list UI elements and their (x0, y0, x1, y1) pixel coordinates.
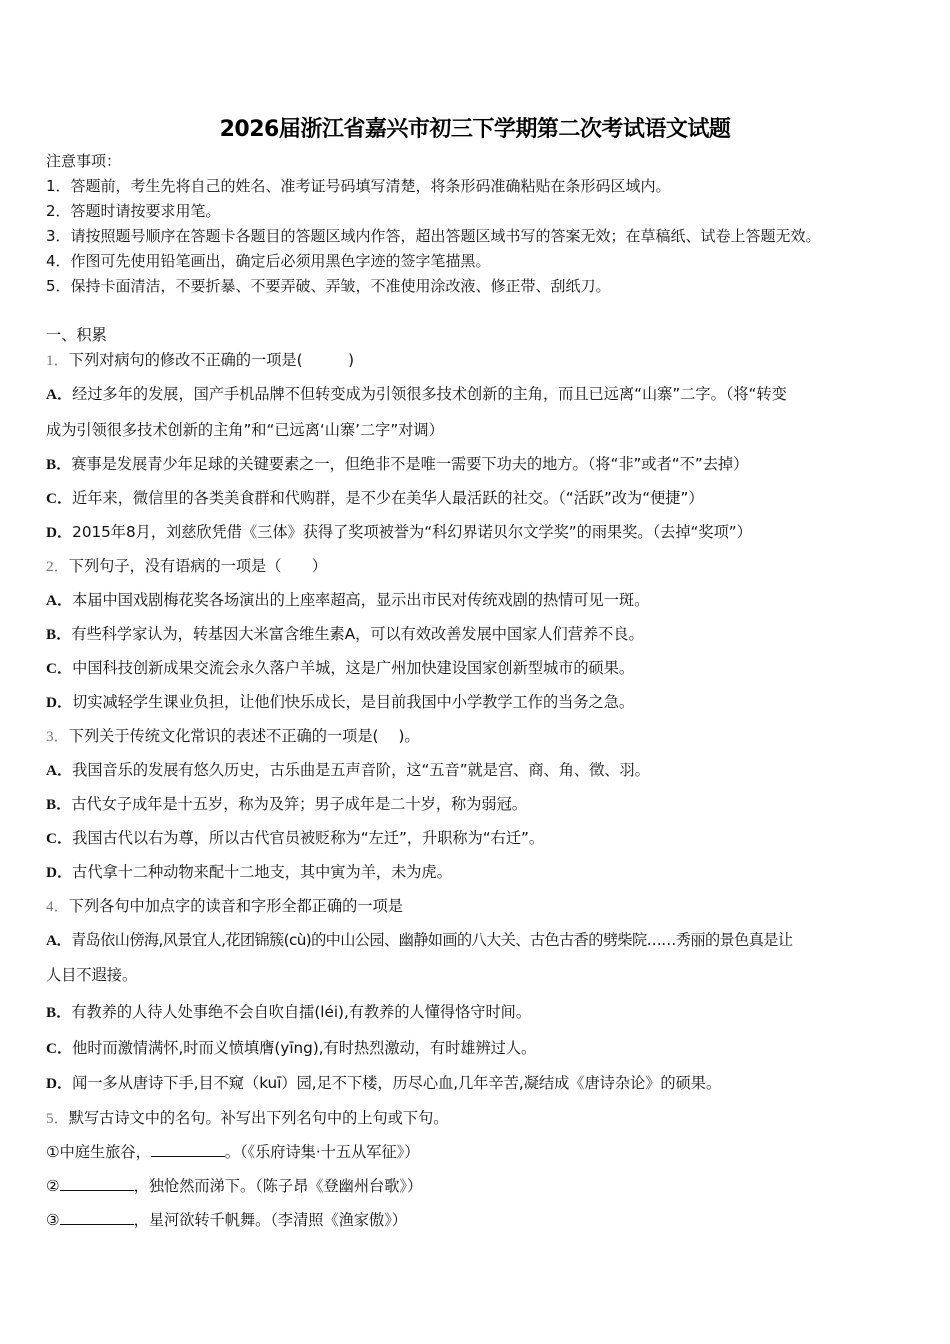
question-number: 5． (46, 1110, 69, 1127)
fill-blank-item: ①中庭生旅谷， 。（《乐府诗集·十五从军征》） (46, 1143, 420, 1161)
question-stem: 5．默写古诗文中的名句。补写出下列名句中的上句或下句。 (46, 1109, 449, 1127)
question-number: 3． (46, 728, 69, 745)
notice-heading: 注意事项： (46, 152, 122, 170)
option: A．我国音乐的发展有悠久历史，古乐曲是五声音阶，这“五音”就是宫、商、角、徵、羽。 (46, 761, 650, 779)
option: D．2015年8月，刘慈欣凭借《三体》获得了奖项被誉为“科幻界诺贝尔文学奖”的雨果奖。（去掉“奖项”） (46, 523, 752, 541)
notice-item: 4．作图可先使用铅笔画出，确定后必须用黑色字迹的签字笔描黑。 (46, 252, 491, 270)
option: A．本届中国戏剧梅花奖各场演出的上座率超高，显示出市民对传统戏剧的热情可见一斑。 (46, 591, 650, 609)
option: C．他时而激情满怀,时而义愤填膺(yīng),有时热烈激动，有时雄辨过人。 (46, 1039, 537, 1057)
option: D．古代拿十二种动物来配十二地支，其中寅为羊，未为虎。 (46, 863, 452, 881)
option: A．青岛依山傍海,风景宜人,花团锦簇(cù)的中山公园、幽静如画的八大关、古色古香的劈柴院……秀丽的景色真是让 (46, 931, 793, 949)
question-number: 4． (46, 898, 69, 915)
question-stem: 4．下列各句中加点字的读音和字形全都正确的一项是 (46, 897, 403, 915)
option: C．近年来，微信里的各类美食群和代购群，是不少在美华人最活跃的社交。（“活跃”改为“便捷”） (46, 489, 704, 507)
option-label: A． (46, 386, 73, 403)
question-stem: 1．下列对病句的修改不正确的一项是( ) (46, 351, 355, 369)
question-stem: 2．下列句子，没有语病的一项是（ ） (46, 557, 327, 575)
fill-blank-item: ③ ，星河欲转千帆舞。（李清照《渔家傲》） (46, 1211, 407, 1229)
option: A．经过多年的发展，国产手机品牌不但转变成为引领很多技术创新的主角，而且已远离“山寨”二字。（将“转变 (46, 385, 787, 403)
option-continuation: 成为引领很多技术创新的主角”和“已远离‘山寨’二字”对调） (46, 421, 444, 439)
answer-blank[interactable] (151, 1142, 225, 1157)
option: C．中国科技创新成果交流会永久落户羊城，这是广州加快建设国家创新型城市的硕果。 (46, 659, 635, 677)
option: B．赛事是发展青少年足球的关键要素之一，但绝非不是唯一需要下功夫的地方。（将“非”或者“不”去掉） (46, 455, 749, 473)
answer-blank[interactable] (60, 1176, 134, 1191)
option: C．我国古代以右为尊，所以古代官员被贬称为“左迁”，升职称为“右迁”。 (46, 829, 545, 847)
fill-blank-item: ② ，独怆然而涕下。（陈子昂《登幽州台歌》） (46, 1177, 423, 1195)
option: B．有些科学家认为，转基因大米富含维生素A，可以有效改善发展中国家人们营养不良。 (46, 625, 644, 643)
question-stem: 3．下列关于传统文化常识的表述不正确的一项是( )。 (46, 727, 420, 745)
page-title: 2026届浙江省嘉兴市初三下学期第二次考试语文试题 (219, 117, 731, 142)
option: D．切实减轻学生课业负担，让他们快乐成长，是目前我国中小学教学工作的当务之急。 (46, 693, 635, 711)
option-continuation: 人目不遐接。 (46, 966, 138, 984)
question-number: 2． (46, 558, 69, 575)
section-heading: 一、积累 (46, 326, 107, 344)
option: D．闻一多从唐诗下手,目不窥（kuī）园,足不下楼，历尽心血,几年辛苦,凝结成《唐诗杂论》的硕果。 (46, 1074, 722, 1092)
answer-blank[interactable] (60, 1210, 134, 1225)
option: B．有教养的人待人处事绝不会自吹自擂(léi),有教养的人懂得恪守时间。 (46, 1003, 532, 1021)
question-number: 1． (46, 352, 69, 369)
notice-item: 3．请按照题号顺序在答题卡各题目的答题区域内作答，超出答题区域书写的答案无效；在草稿纸、试卷上答题无效。 (46, 227, 821, 245)
notice-item: 5．保持卡面清洁，不要折暴、不要弄破、弄皱，不准使用涂改液、修正带、刮纸刀。 (46, 277, 611, 295)
notice-item: 2．答题时请按要求用笔。 (46, 202, 221, 220)
option: B．古代女子成年是十五岁，称为及笄；男子成年是二十岁，称为弱冠。 (46, 795, 527, 813)
notice-item: 1．答题前，考生先将自己的姓名、准考证号码填写清楚，将条形码准确粘贴在条形码区域内。 (46, 177, 671, 195)
